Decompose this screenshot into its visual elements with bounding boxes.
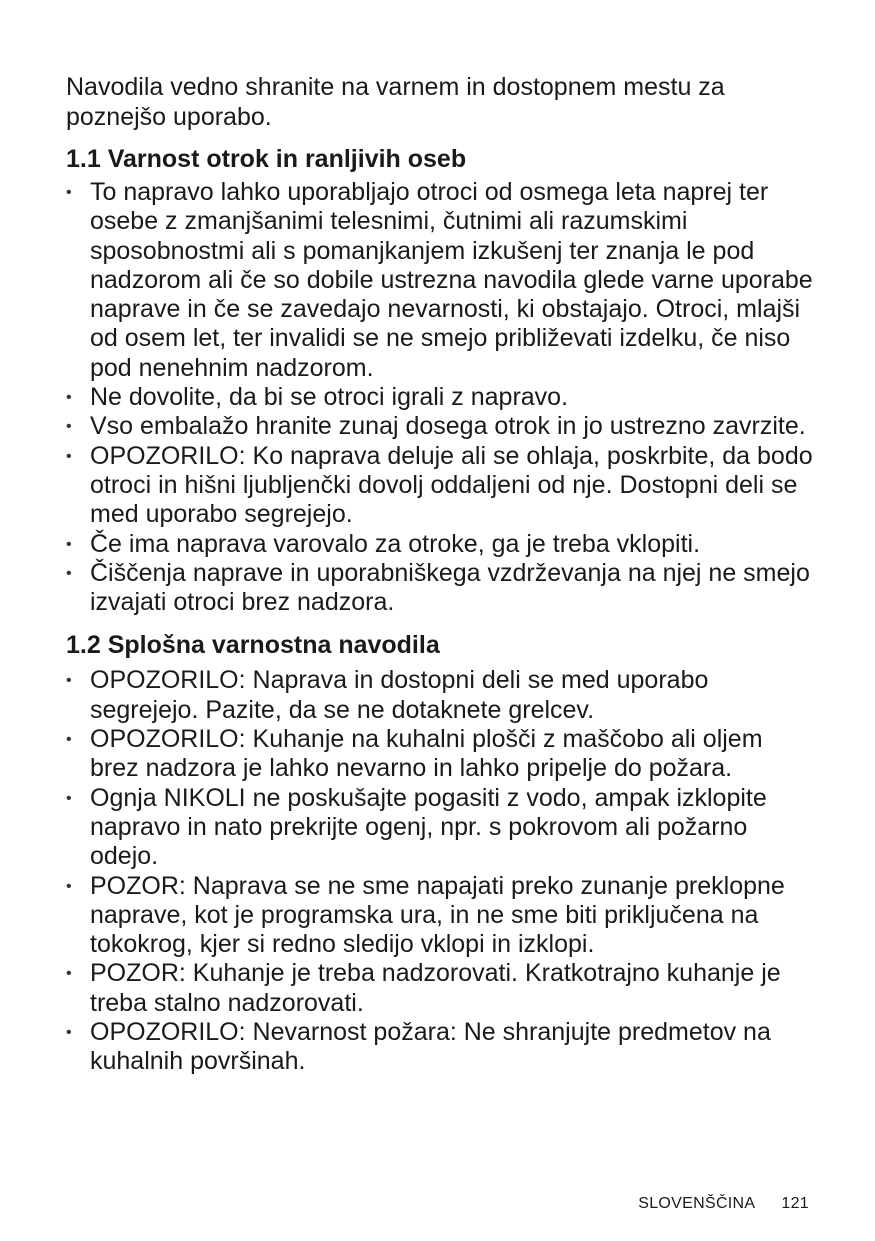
item-text: OPOZORILO: Kuhanje na kuhalni plošči z maščobo ali oljem brez nadzora je lahko nevarno in lahko pripelje do požara. — [90, 725, 763, 783]
item-text: POZOR: Kuhanje je treba nadzorovati. Kratkotrajno kuhanje je treba stalno nadzorovati. — [90, 959, 781, 1017]
section-2-list — [66, 666, 816, 1076]
section-1-title: 1.1 Varnost otrok in ranljivih oseb — [66, 145, 467, 173]
section-2-item — [66, 872, 816, 960]
bullet-icon: • — [66, 672, 72, 690]
section-1-item — [66, 559, 816, 618]
section-1-item — [66, 383, 816, 412]
section-1-item — [66, 178, 816, 383]
page-number: 121 — [781, 1195, 809, 1212]
bullet-icon: • — [66, 564, 72, 582]
footer-language: SLOVENŠČINA — [638, 1195, 756, 1212]
section-2-item — [66, 666, 816, 725]
section-1-item — [66, 530, 816, 559]
section-2-item — [66, 784, 816, 872]
bullet-icon: • — [66, 184, 72, 201]
item-text: OPOZORILO: Ko naprava deluje ali se ohlaja, poskrbite, da bodo otroci in hišni ljubljenčki dovolj oddaljeni od nje. Dostopni deli se med uporabo segrejejo. — [90, 441, 813, 529]
item-text: Če ima naprava varovalo za otroke, ga je treba vklopiti. — [90, 529, 701, 558]
section-2-item — [66, 959, 816, 1018]
section-2-item — [66, 725, 816, 784]
item-text: Ognja NIKOLI ne poskušajte pogasiti z vodo, ampak izklopite napravo in nato prekrijte ogenj, npr. s pokrovom ali požarno odejo. — [90, 783, 767, 871]
item-text: To napravo lahko uporabljajo otroci od osmega leta naprej ter osebe z zmanjšanimi telesnimi, čutnimi ali razumskimi sposobnostmi ali s pomanjkanjem izkušenj ter znanja le pod nadzorom ali če so dobile ustrezna navodila glede varne uporabe naprave in če se zavedajo nevarnosti, ki obstajajo. Otroci, mlajši od osem let, ter invalidi se ne smejo približevati izdelku, če niso pod nenehnim nadzorom. — [90, 178, 813, 382]
bullet-icon: • — [66, 535, 72, 553]
bullet-icon: • — [66, 877, 72, 895]
page-footer — [638, 1195, 809, 1213]
section-2-item — [66, 1018, 816, 1077]
section-1-list — [66, 178, 816, 617]
document-page — [66, 73, 816, 1077]
section-1-item — [66, 442, 816, 530]
item-text: Ne dovolite, da bi se otroci igrali z napravo. — [90, 383, 569, 412]
item-text: OPOZORILO: Nevarnost požara: Ne shranjujte predmetov na kuhalnih površinah. — [90, 1018, 771, 1076]
item-text: Čiščenja naprave in uporabniškega vzdrževanja na njej ne smejo izvajati otroci brez nadzora. — [90, 558, 810, 617]
bullet-icon: • — [66, 1024, 72, 1042]
bullet-icon: • — [66, 789, 72, 807]
section-1-item — [66, 412, 816, 441]
intro-paragraph: Navodila vedno shranite na varnem in dostopnem mestu za poznejšo uporabo. — [66, 73, 725, 131]
bullet-icon: • — [66, 418, 72, 436]
section-2-title: 1.2 Splošna varnostna navodila — [66, 631, 440, 660]
item-text: POZOR: Naprava se ne sme napajati preko zunanje preklopne naprave, kot je programska ura, in ne sme biti priključena na tokokrog, kjer si redno sledijo vklopi in izklopi. — [90, 871, 785, 959]
bullet-icon: • — [66, 447, 72, 465]
bullet-icon: • — [66, 389, 72, 407]
bullet-icon: • — [66, 731, 72, 749]
bullet-icon: • — [66, 965, 72, 983]
item-text: Vso embalažo hranite zunaj dosega otrok in jo ustrezno zavrzite. — [90, 412, 806, 441]
item-text: OPOZORILO: Naprava in dostopni deli se med uporabo segrejejo. Pazite, da se ne dotaknete grelcev. — [90, 666, 709, 724]
